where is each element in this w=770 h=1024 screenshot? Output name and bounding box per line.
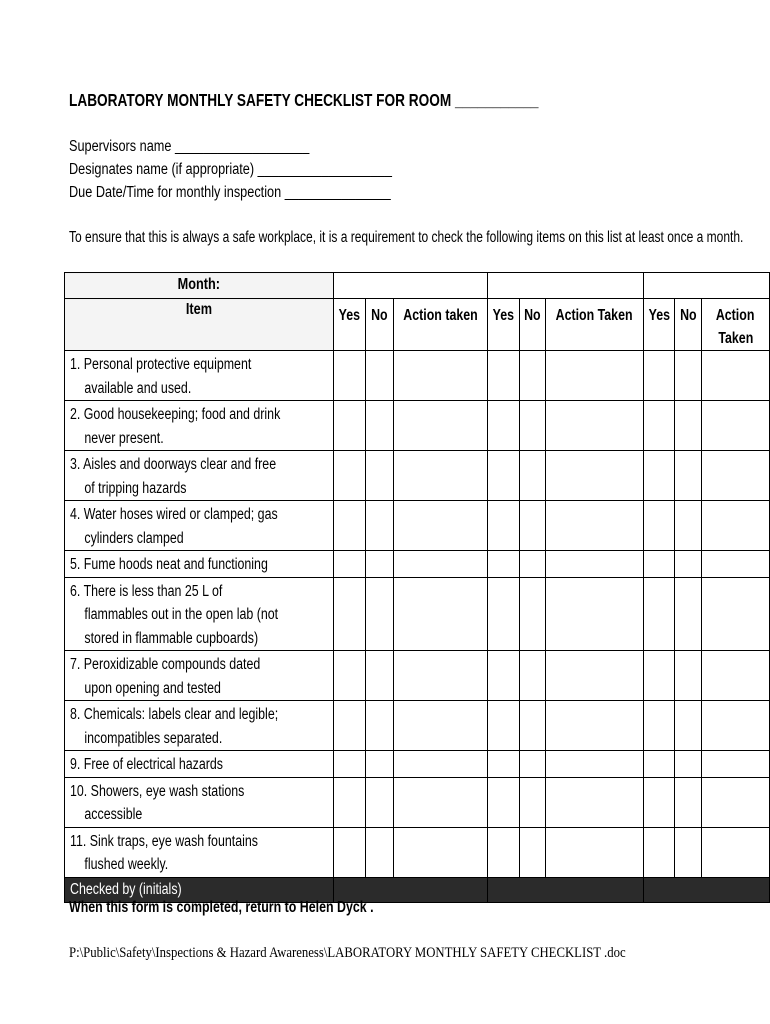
item-text-line: 8. Chemicals: labels clear and legible; — [70, 706, 279, 723]
checkbox-cell-action-3[interactable] — [701, 451, 769, 501]
action-header-2: Action Taken — [546, 299, 643, 351]
checkbox-cell-no-3[interactable] — [675, 351, 701, 401]
checkbox-cell-action-1[interactable] — [394, 701, 488, 751]
checkbox-cell-no-2[interactable] — [520, 751, 546, 778]
no-header-1: No — [365, 299, 394, 351]
item-text-line: cylinders clamped — [84, 529, 184, 547]
checked-by-initials-3[interactable] — [643, 877, 769, 902]
checkbox-cell-yes-3[interactable] — [643, 351, 675, 401]
checkbox-cell-no-1[interactable] — [365, 827, 394, 877]
checkbox-cell-no-3[interactable] — [675, 777, 701, 827]
item-text-line: 6. There is less than 25 L of — [70, 582, 223, 600]
item-description — [65, 401, 334, 451]
checkbox-cell-action-1[interactable] — [394, 451, 488, 501]
checkbox-cell-action-3[interactable] — [701, 551, 769, 578]
checkbox-cell-no-2[interactable] — [520, 701, 546, 751]
checkbox-cell-yes-3[interactable] — [643, 701, 675, 751]
checkbox-cell-action-1[interactable] — [394, 751, 488, 778]
checkbox-cell-no-2[interactable] — [520, 501, 546, 551]
item-description — [65, 501, 334, 551]
item-text-line: stored in flammable cupboards) — [84, 629, 259, 647]
checkbox-cell-no-1[interactable] — [365, 701, 394, 751]
checkbox-cell-action-2[interactable] — [546, 351, 643, 401]
checklist-row — [65, 777, 770, 827]
safety-checklist-table — [64, 272, 770, 903]
checkbox-cell-action-2[interactable] — [546, 451, 643, 501]
action-header-1: Action taken — [394, 299, 488, 351]
item-text-line: incompatibles separated. — [84, 729, 223, 747]
checklist-row — [65, 501, 770, 551]
month-1-input[interactable] — [333, 273, 487, 299]
checkbox-cell-yes-1[interactable] — [333, 651, 365, 701]
checkbox-cell-action-2[interactable] — [546, 777, 643, 827]
designate-name-field[interactable]: Designates name (if appropriate) ___________________ — [69, 161, 392, 178]
checkbox-cell-no-2[interactable] — [520, 551, 546, 578]
item-description — [65, 827, 334, 877]
checklist-row — [65, 451, 770, 501]
checkbox-cell-yes-1[interactable] — [333, 827, 365, 877]
checkbox-cell-action-1[interactable] — [394, 577, 488, 651]
checkbox-cell-yes-3[interactable] — [643, 777, 675, 827]
checkbox-cell-no-1[interactable] — [365, 401, 394, 451]
checkbox-cell-action-1[interactable] — [394, 777, 488, 827]
month-label: Month: — [177, 276, 221, 293]
checkbox-cell-no-1[interactable] — [365, 451, 394, 501]
item-text-line: 5. Fume hoods neat and functioning — [70, 556, 268, 573]
checkbox-cell-yes-3[interactable] — [643, 577, 675, 651]
checkbox-cell-yes-1[interactable] — [333, 351, 365, 401]
checkbox-cell-yes-2[interactable] — [488, 451, 520, 501]
checkbox-cell-yes-2[interactable] — [488, 701, 520, 751]
checked-by-initials-2[interactable] — [488, 877, 643, 902]
item-description — [65, 751, 334, 778]
checkbox-cell-no-2[interactable] — [520, 651, 546, 701]
checkbox-cell-no-3[interactable] — [675, 751, 701, 778]
file-path: P:\Public\Safety\Inspections & Hazard Awareness\LABORATORY MONTHLY SAFETY CHECKLIST .doc — [69, 945, 626, 961]
month-2-input[interactable] — [488, 273, 643, 299]
checkbox-cell-no-1[interactable] — [365, 577, 394, 651]
checklist-row — [65, 701, 770, 751]
checkbox-cell-yes-2[interactable] — [488, 577, 520, 651]
item-description — [65, 451, 334, 501]
checkbox-cell-no-2[interactable] — [520, 451, 546, 501]
checkbox-cell-action-2[interactable] — [546, 401, 643, 451]
item-text-line: available and used. — [84, 379, 192, 397]
checkbox-cell-action-3[interactable] — [701, 827, 769, 877]
action-header-3: Action Taken — [701, 299, 769, 351]
checkbox-cell-action-1[interactable] — [394, 827, 488, 877]
checkbox-cell-yes-2[interactable] — [488, 827, 520, 877]
checkbox-cell-yes-3[interactable] — [643, 401, 675, 451]
checkbox-cell-no-2[interactable] — [520, 577, 546, 651]
month-label-cell — [65, 273, 334, 299]
checkbox-cell-no-2[interactable] — [520, 401, 546, 451]
checklist-row — [65, 351, 770, 401]
checklist-row — [65, 751, 770, 778]
checkbox-cell-no-3[interactable] — [675, 651, 701, 701]
checkbox-cell-no-3[interactable] — [675, 701, 701, 751]
checklist-items — [65, 351, 770, 878]
item-description — [65, 551, 334, 578]
item-description — [65, 651, 334, 701]
item-text-line: 3. Aisles and doorways clear and free — [70, 456, 277, 473]
item-text-line: 9. Free of electrical hazards — [70, 756, 224, 773]
checkbox-cell-yes-3[interactable] — [643, 501, 675, 551]
checkbox-cell-action-3[interactable] — [701, 651, 769, 701]
checkbox-cell-yes-3[interactable] — [643, 451, 675, 501]
checkbox-cell-action-2[interactable] — [546, 577, 643, 651]
item-text-line: 7. Peroxidizable compounds dated — [70, 656, 261, 673]
month-header-row — [65, 273, 770, 299]
item-description — [65, 701, 334, 751]
checklist-row — [65, 401, 770, 451]
due-date-field[interactable]: Due Date/Time for monthly inspection _______________ — [69, 184, 391, 201]
checkbox-cell-action-3[interactable] — [701, 751, 769, 778]
item-description — [65, 777, 334, 827]
item-description — [65, 351, 334, 401]
item-text-line: flammables out in the open lab (not — [84, 606, 279, 623]
checkbox-cell-no-2[interactable] — [520, 777, 546, 827]
checkbox-cell-action-3[interactable] — [701, 351, 769, 401]
item-text-line: 11. Sink traps, eye wash fountains — [70, 832, 258, 850]
checkbox-cell-action-3[interactable] — [701, 701, 769, 751]
checklist-row — [65, 827, 770, 877]
checkbox-cell-action-2[interactable] — [546, 701, 643, 751]
checkbox-cell-yes-2[interactable] — [488, 651, 520, 701]
item-text-line: 4. Water hoses wired or clamped; gas — [70, 506, 278, 523]
checkbox-cell-yes-2[interactable] — [488, 401, 520, 451]
checklist-row — [65, 651, 770, 701]
checkbox-cell-action-3[interactable] — [701, 401, 769, 451]
checkbox-cell-yes-2[interactable] — [488, 501, 520, 551]
checkbox-cell-no-3[interactable] — [675, 501, 701, 551]
checkbox-cell-action-1[interactable] — [394, 651, 488, 701]
checklist-row — [65, 577, 770, 651]
checkbox-cell-no-2[interactable] — [520, 351, 546, 401]
yes-header-2: Yes — [488, 299, 520, 351]
checkbox-cell-no-3[interactable] — [675, 401, 701, 451]
checkbox-cell-yes-1[interactable] — [333, 501, 365, 551]
checkbox-cell-no-3[interactable] — [675, 451, 701, 501]
checkbox-cell-yes-1[interactable] — [333, 701, 365, 751]
checkbox-cell-yes-3[interactable] — [643, 827, 675, 877]
checkbox-cell-yes-2[interactable] — [488, 751, 520, 778]
checkbox-cell-yes-2[interactable] — [488, 351, 520, 401]
checkbox-cell-no-1[interactable] — [365, 551, 394, 578]
checkbox-cell-yes-1[interactable] — [333, 777, 365, 827]
checked-by-label: Checked by (initials) — [65, 877, 334, 902]
checkbox-cell-action-2[interactable] — [546, 551, 643, 578]
return-instructions: When this form is completed, return to Helen Dyck . — [69, 899, 374, 916]
checkbox-cell-yes-1[interactable] — [333, 577, 365, 651]
checkbox-cell-yes-1[interactable] — [333, 751, 365, 778]
checkbox-cell-yes-3[interactable] — [643, 551, 675, 578]
checkbox-cell-action-3[interactable] — [701, 577, 769, 651]
item-text-line: 10. Showers, eye wash stations — [70, 782, 245, 800]
item-text-line: 1. Personal protective equipment — [70, 356, 252, 373]
checkbox-cell-action-1[interactable] — [394, 551, 488, 578]
yes-header-1: Yes — [333, 299, 365, 351]
item-text-line: upon opening and tested — [84, 679, 221, 697]
item-text-line: accessible — [84, 806, 143, 823]
supervisor-name-field[interactable]: Supervisors name ___________________ — [69, 138, 310, 155]
checkbox-cell-no-1[interactable] — [365, 351, 394, 401]
checkbox-cell-action-1[interactable] — [394, 351, 488, 401]
yes-header-3: Yes — [643, 299, 675, 351]
document-title: LABORATORY MONTHLY SAFETY CHECKLIST FOR ROOM ___________ — [69, 90, 539, 110]
checkbox-cell-yes-1[interactable] — [333, 551, 365, 578]
checkbox-cell-no-3[interactable] — [675, 577, 701, 651]
checkbox-cell-action-1[interactable] — [394, 401, 488, 451]
checkbox-cell-no-3[interactable] — [675, 551, 701, 578]
checkbox-cell-yes-1[interactable] — [333, 401, 365, 451]
checkbox-cell-no-1[interactable] — [365, 777, 394, 827]
no-header-2: No — [520, 299, 546, 351]
checkbox-cell-no-1[interactable] — [365, 501, 394, 551]
month-3-input[interactable] — [643, 273, 769, 299]
checkbox-cell-action-1[interactable] — [394, 501, 488, 551]
item-text-line: of tripping hazards — [84, 479, 187, 497]
checkbox-cell-action-2[interactable] — [546, 827, 643, 877]
checkbox-cell-yes-3[interactable] — [643, 651, 675, 701]
checkbox-cell-action-3[interactable] — [701, 501, 769, 551]
checkbox-cell-no-1[interactable] — [365, 751, 394, 778]
intro-text: To ensure that this is always a safe workplace, it is a requirement to check the following items on this list at least once a month. — [69, 229, 744, 246]
checkbox-cell-no-2[interactable] — [520, 827, 546, 877]
item-header: Item — [185, 301, 212, 318]
checkbox-cell-action-2[interactable] — [546, 751, 643, 778]
checkbox-cell-action-2[interactable] — [546, 651, 643, 701]
item-description — [65, 577, 334, 651]
checkbox-cell-action-2[interactable] — [546, 501, 643, 551]
item-header-cell — [65, 299, 334, 351]
checkbox-cell-no-1[interactable] — [365, 651, 394, 701]
checkbox-cell-no-3[interactable] — [675, 827, 701, 877]
checkbox-cell-yes-3[interactable] — [643, 751, 675, 778]
item-text-line: 2. Good housekeeping; food and drink — [70, 406, 281, 423]
no-header-3: No — [675, 299, 701, 351]
checkbox-cell-yes-2[interactable] — [488, 551, 520, 578]
checkbox-cell-yes-2[interactable] — [488, 777, 520, 827]
item-text-line: never present. — [84, 429, 164, 447]
checkbox-cell-yes-1[interactable] — [333, 451, 365, 501]
item-text-line: flushed weekly. — [84, 856, 169, 873]
checkbox-cell-action-3[interactable] — [701, 777, 769, 827]
column-header-row — [65, 299, 770, 351]
checklist-row — [65, 551, 770, 578]
